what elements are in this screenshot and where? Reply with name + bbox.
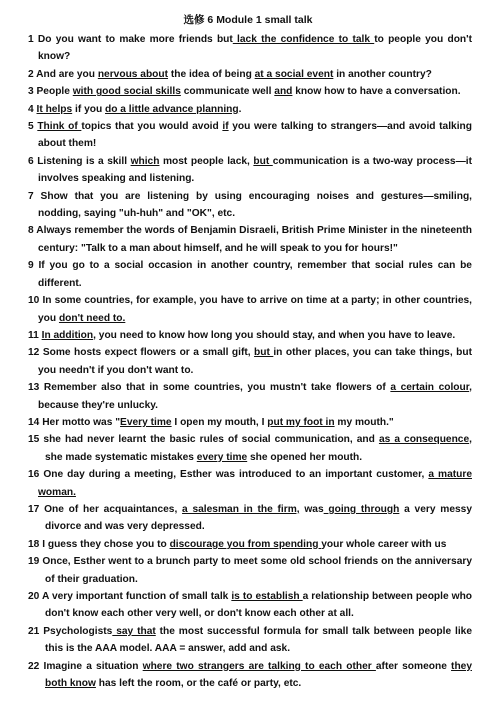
sentence-number: 7: [28, 190, 34, 202]
sentence-text: , you need to know how long you should stay, and when you have to leave.: [93, 329, 456, 341]
sentence-item: [28, 553, 472, 588]
sentence-item: [28, 501, 472, 536]
sentence-item: [28, 257, 472, 292]
underlined-phrase: a salesman in the firm,: [182, 503, 300, 515]
sentence-item: [28, 83, 472, 100]
underlined-phrase: say that: [112, 625, 156, 637]
sentence-text: to people you don't know?: [38, 34, 472, 63]
sentence-text: if you: [72, 103, 106, 115]
sentence-item: [28, 414, 472, 431]
underlined-phrase: a mature woman.: [38, 469, 472, 498]
sentence-text: Once, Esther went to a brunch party to meet some old school friends on the anniversary of their graduation.: [42, 556, 472, 585]
underlined-phrase: It helps: [36, 103, 73, 115]
sentence-text: you were talking to strangers—and avoid talking about them!: [38, 121, 472, 150]
sentence-text: your whole career with us: [321, 538, 447, 550]
underlined-phrase: they both know: [45, 660, 472, 690]
sentence-text: was: [299, 503, 324, 515]
sentence-text: after someone: [375, 660, 452, 672]
sentence-item: [28, 327, 472, 344]
underlined-phrase: which: [130, 155, 160, 167]
sentence-number: 14: [28, 416, 40, 428]
sentence-list: [0, 31, 496, 692]
underlined-phrase: as a consequence: [378, 434, 470, 446]
underlined-phrase: discourage you from spending: [169, 538, 322, 550]
sentence-number: 17: [28, 503, 40, 515]
sentence-item: [28, 588, 472, 623]
sentence-text: she opened her mouth.: [247, 451, 363, 463]
underlined-phrase: where two strangers are talking to each other: [142, 660, 376, 672]
sentence-text: , because they're unlucky.: [38, 382, 472, 411]
sentence-item: [28, 623, 472, 658]
sentence-item: [28, 101, 472, 118]
sentence-item: [28, 222, 472, 257]
sentence-item: [28, 153, 472, 188]
sentence-number: 11: [28, 329, 39, 341]
underlined-phrase: In addition: [41, 329, 94, 341]
sentence-text: .: [238, 103, 242, 115]
sentence-number: 12: [28, 347, 40, 359]
sentence-text: has left the room, or the café or party, etc.: [95, 678, 302, 690]
sentence-text: most people lack,: [159, 155, 254, 167]
sentence-text: the most successful formula for small talk between people like this is the AAA model. AAA = answer, add and ask.: [45, 625, 472, 655]
underlined-phrase: put my foot in: [267, 416, 335, 428]
underlined-phrase: at a social event: [254, 68, 334, 80]
underlined-phrase: if: [222, 121, 229, 133]
sentence-text: Remember also that in some countries, you mustn't take flowers of: [43, 382, 391, 394]
sentence-text: Psychologists: [43, 625, 113, 637]
sentence-number: 20: [28, 591, 40, 602]
underlined-phrase: but: [253, 155, 273, 167]
underlined-phrase: do a little advance planning: [105, 103, 239, 115]
sentence-text: In some countries, for example, you have to arrive on time at a party; in other countries, you: [38, 295, 472, 324]
sentence-text: , she made systematic mistakes: [45, 434, 472, 463]
sentence-text: in another country?: [333, 68, 432, 80]
sentence-number: 4: [28, 103, 34, 115]
sentence-text: And are you: [36, 68, 98, 80]
underlined-phrase: is to establish: [231, 591, 303, 602]
sentence-number: 10: [28, 295, 40, 307]
sentence-item: [28, 536, 472, 553]
sentence-number: 6: [28, 155, 34, 167]
sentence-number: 9: [28, 260, 34, 272]
sentence-item: [28, 379, 472, 414]
sentence-text: the idea of being: [168, 68, 255, 80]
sentence-number: 5: [28, 121, 34, 133]
sentence-number: 16: [28, 469, 40, 481]
underlined-phrase: with good social skills: [72, 86, 181, 98]
underlined-phrase: and: [274, 86, 293, 98]
sentence-text: know how to have a conversation.: [292, 86, 461, 98]
underlined-phrase: don't need to.: [58, 312, 126, 324]
sentence-text: People: [36, 86, 73, 98]
sentence-text: communication is a two-way process—it involves speaking and listening.: [38, 155, 472, 185]
sentence-text: a very messy divorce and was very depressed.: [45, 503, 472, 533]
sentence-text: in other places, you can take things, but you needn't if you don't want to.: [38, 347, 472, 376]
sentence-text: I open my mouth, I: [171, 416, 268, 428]
sentence-text: Her motto was ": [42, 416, 121, 428]
sentence-number: 2: [28, 68, 34, 80]
sentence-item: [28, 658, 472, 693]
sentence-item: [28, 118, 472, 153]
document-title: 选修 6 Module 1 small talk: [183, 14, 313, 26]
sentence-number: 22: [28, 660, 40, 672]
sentence-item: [28, 188, 472, 223]
sentence-text: I guess they chose you to: [42, 538, 170, 550]
sentence-number: 19: [28, 556, 40, 568]
underlined-phrase: nervous about: [97, 68, 169, 80]
underlined-phrase: going through: [323, 503, 400, 515]
sentence-text: One day during a meeting, Esther was introduced to an important customer,: [43, 469, 429, 481]
underlined-phrase: a certain colour: [390, 382, 470, 394]
sentence-item: [28, 431, 472, 466]
underlined-phrase: Think of: [37, 121, 82, 133]
sentence-number: 13: [28, 382, 40, 394]
sentence-item: [28, 466, 472, 501]
sentence-text: One of her acquaintances,: [44, 503, 183, 515]
sentence-number: 18: [28, 538, 40, 550]
sentence-item: [28, 66, 472, 83]
sentence-text: Listening is a skill: [37, 155, 131, 167]
sentence-item: [28, 292, 472, 327]
sentence-text: Do you want to make more friends but: [37, 34, 233, 45]
sentence-text: communicate well: [180, 86, 275, 98]
underlined-phrase: every time: [196, 451, 248, 463]
sentence-text: topics that you would avoid: [81, 121, 223, 133]
sentence-item: [28, 344, 472, 379]
sentence-number: 15: [28, 434, 40, 446]
sentence-number: 3: [28, 86, 34, 98]
underlined-phrase: but: [254, 347, 274, 359]
sentence-number: 21: [28, 625, 40, 637]
sentence-text: Show that you are listening by using encouraging noises and gestures—smiling, nodding, saying "uh-huh" and "OK", etc.: [38, 190, 472, 220]
underlined-phrase: Every time: [120, 416, 172, 428]
sentence-text: Imagine a situation: [43, 660, 143, 672]
sentence-text: Some hosts expect flowers or a small gift,: [42, 347, 255, 359]
sentence-item: [28, 31, 472, 66]
sentence-text: she had never learnt the basic rules of social communication, and: [43, 434, 379, 446]
sentence-text: a relationship between people who don't know each other very well, or don't know each other at all.: [45, 591, 473, 620]
sentence-number: 8: [28, 225, 34, 237]
sentence-number: 1: [28, 34, 34, 45]
sentence-text: If you go to a social occasion in another country, remember that social rules can be different.: [38, 260, 472, 289]
underlined-phrase: lack the confidence to talk: [232, 34, 375, 45]
sentence-text: my mouth.": [334, 416, 394, 428]
sentence-text: A very important function of small talk: [41, 591, 232, 602]
sentence-text: Always remember the words of Benjamin Disraeli, British Prime Minister in the nineteenth century: "Talk to a man about himself, and he will speak to you for hours!": [36, 225, 473, 254]
